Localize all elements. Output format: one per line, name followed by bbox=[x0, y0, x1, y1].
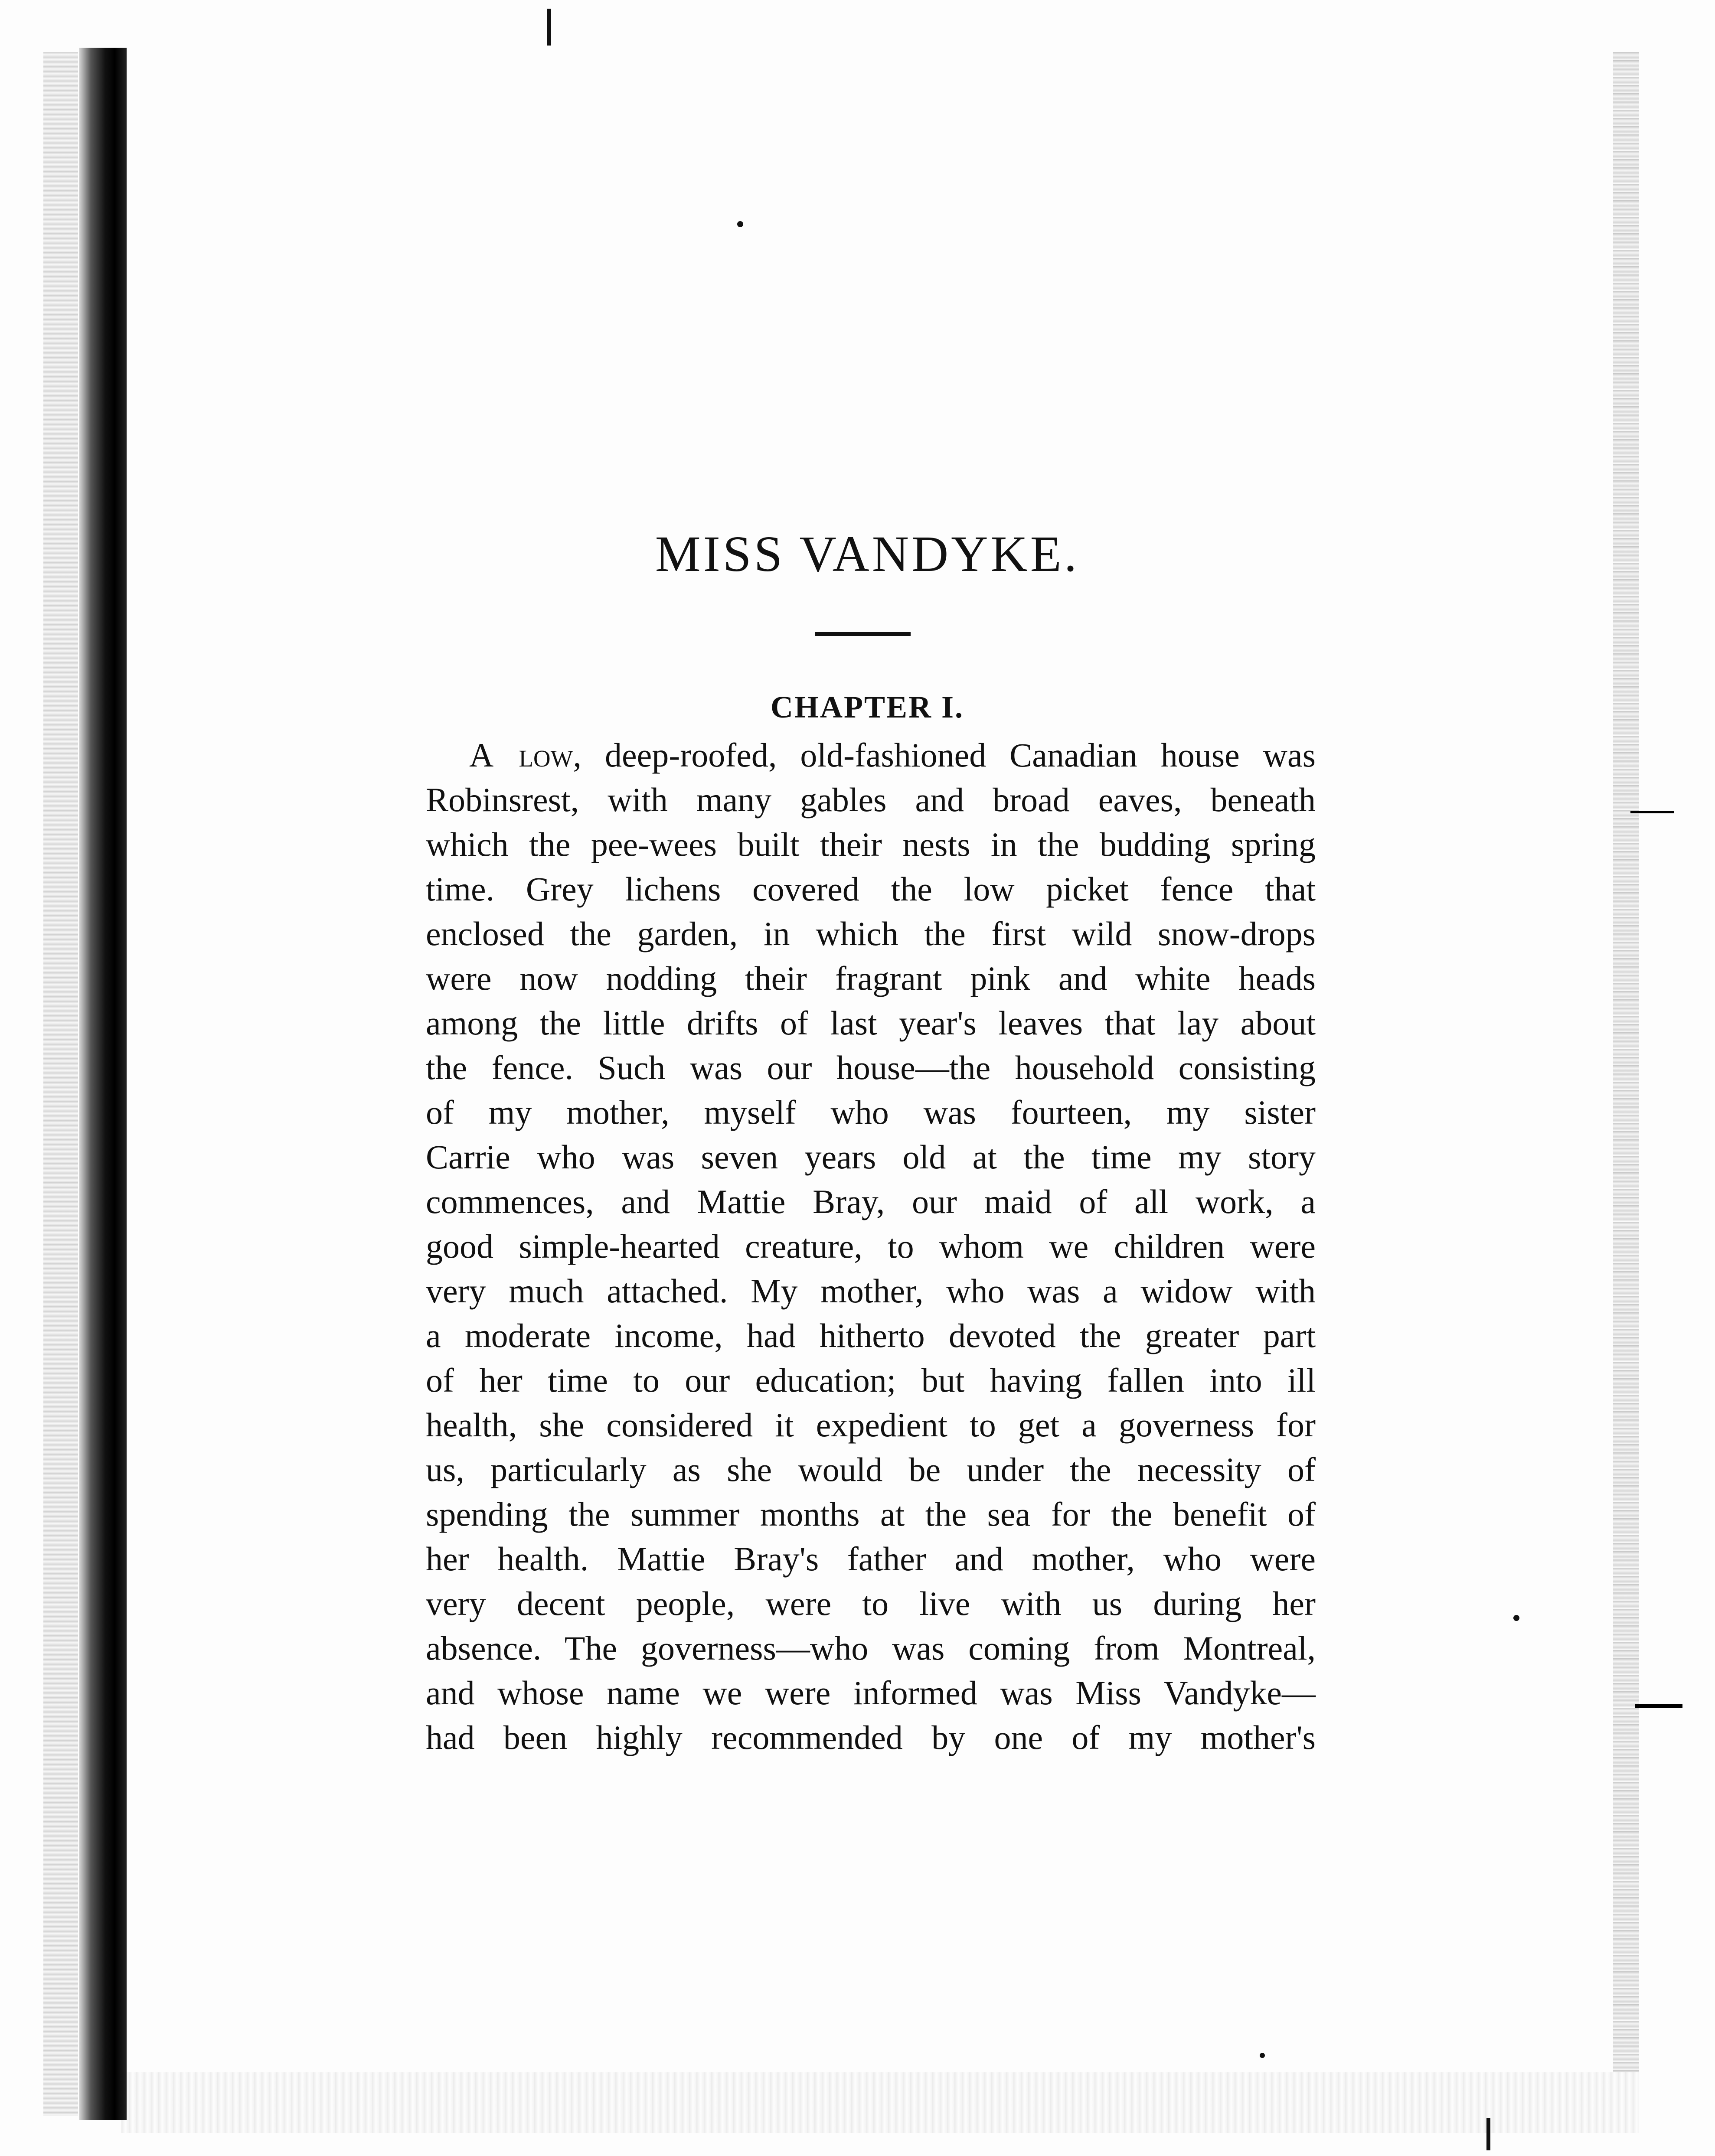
scan-mark-top bbox=[547, 9, 551, 46]
paragraph-line: were now nodding their fragrant pink and white heads bbox=[426, 959, 1316, 997]
paragraph-line: absence. The governess—who was coming from Montreal, bbox=[426, 1629, 1316, 1667]
paragraph-line: health, she considered it expedient to get a governess for bbox=[426, 1406, 1316, 1444]
edge-tick-2 bbox=[1635, 1704, 1682, 1708]
chapter-heading: CHAPTER I. bbox=[770, 690, 964, 724]
paragraph-line: spending the summer months at the sea for the benefit of bbox=[426, 1495, 1316, 1533]
speck-3 bbox=[1260, 2053, 1265, 2058]
paragraph-line: of my mother, myself who was fourteen, my sister bbox=[426, 1093, 1316, 1131]
smallcaps-word: low, bbox=[519, 736, 582, 774]
paragraph-line: Carrie who was seven years old at the time my story bbox=[426, 1138, 1316, 1176]
paragraph-line: good simple-hearted creature, to whom we children were bbox=[426, 1227, 1316, 1265]
body-paragraph bbox=[426, 733, 1316, 1760]
book-title: MISS VANDYKE. bbox=[655, 525, 1080, 582]
page-edge-right bbox=[1613, 52, 1639, 2072]
initial-letter: A bbox=[469, 736, 496, 774]
paragraph-line: Robinsrest, with many gables and broad eaves, beneath bbox=[426, 781, 1316, 819]
page-edge-bottom bbox=[121, 2072, 1639, 2133]
paragraph-line: had been highly recommended by one of my mother's bbox=[426, 1719, 1316, 1756]
paragraph-line: very much attached. My mother, who was a widow with bbox=[426, 1272, 1316, 1310]
paragraph-line: commences, and Mattie Bray, our maid of all work, a bbox=[426, 1183, 1316, 1220]
paragraph-line: the fence. Such was our house—the household consisting bbox=[426, 1049, 1316, 1086]
binding-speckle bbox=[43, 52, 78, 2116]
paragraph-line: among the little drifts of last year's leaves that lay about bbox=[426, 1004, 1316, 1042]
paragraph-line: a moderate income, had hitherto devoted the greater part bbox=[426, 1317, 1316, 1354]
paragraph-line: which the pee-wees built their nests in the budding spring bbox=[426, 825, 1316, 863]
paragraph-line-1 bbox=[426, 733, 1316, 777]
line-text: deep-roofed, old-fashioned Canadian house was bbox=[581, 736, 1316, 774]
paragraph-line: her health. Mattie Bray's father and mother, who were bbox=[426, 1540, 1316, 1578]
edge-tick-1 bbox=[1630, 811, 1674, 813]
book-binding-shadow bbox=[79, 48, 127, 2120]
title-rule bbox=[815, 632, 911, 636]
paragraph-line: of her time to our education; but having fallen into ill bbox=[426, 1361, 1316, 1399]
paragraph-line: enclosed the garden, in which the first wild snow-drops bbox=[426, 915, 1316, 952]
paragraph-line: and whose name we were informed was Miss Vandyke— bbox=[426, 1674, 1316, 1712]
speck-2 bbox=[1513, 1615, 1519, 1621]
paragraph-line: very decent people, were to live with us during her bbox=[426, 1585, 1316, 1622]
paragraph-line: time. Grey lichens covered the low picket fence that bbox=[426, 870, 1316, 908]
paragraph-line: us, particularly as she would be under the necessity of bbox=[426, 1451, 1316, 1488]
speck-1 bbox=[737, 221, 743, 227]
scan-mark-bottom bbox=[1486, 2118, 1490, 2150]
